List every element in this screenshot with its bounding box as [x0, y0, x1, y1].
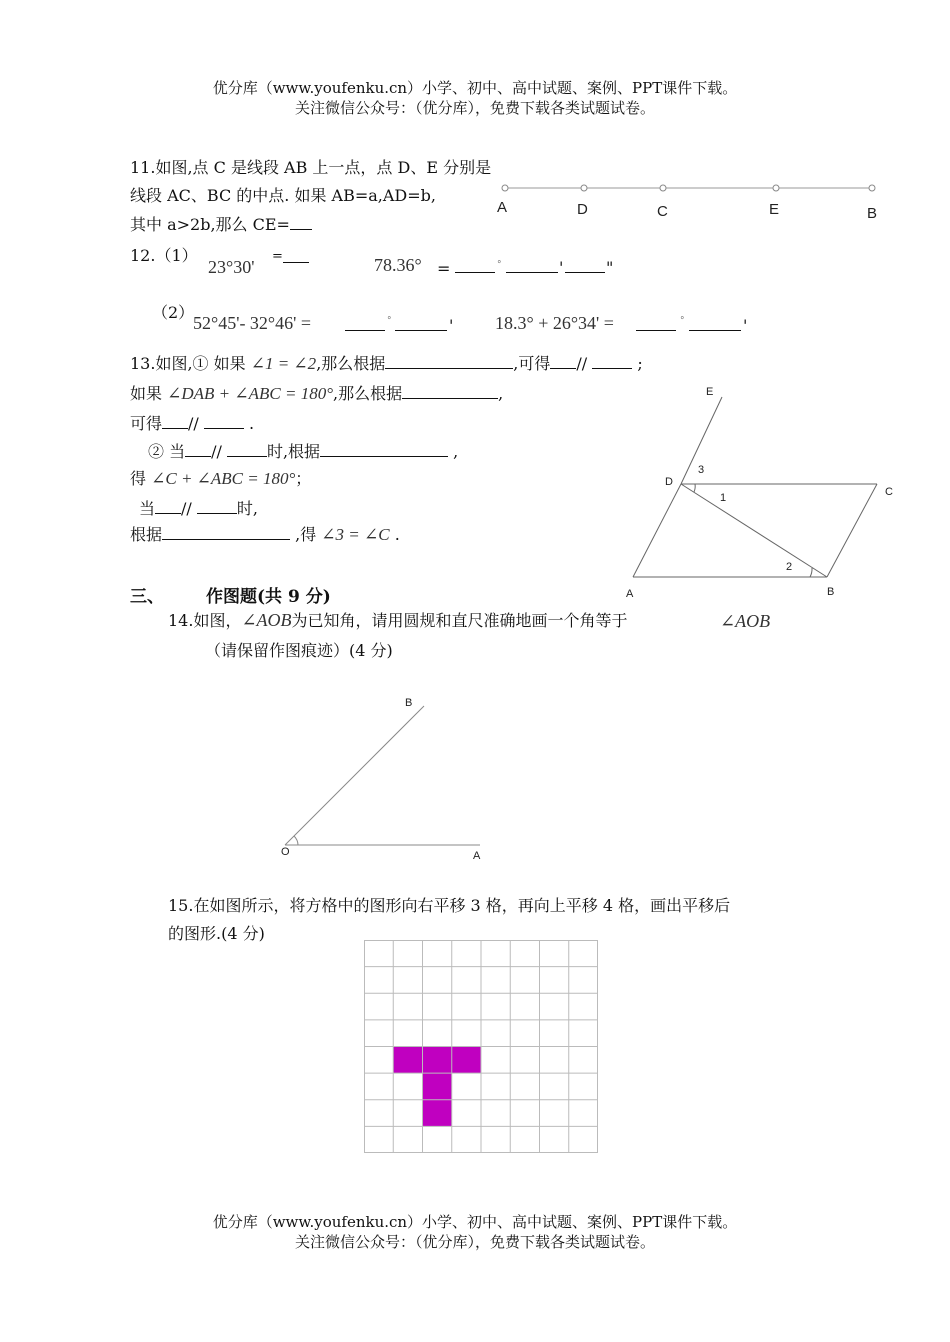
ray-ob	[285, 706, 424, 845]
q13-l3-text-a: 可得	[130, 414, 163, 433]
q13-label-e: E	[706, 386, 714, 398]
q13-l4-text-c: 时,根据	[266, 442, 321, 461]
q13-label-d: D	[665, 476, 673, 488]
q14-label-a: A	[473, 850, 481, 862]
q12-deg-mark: °	[497, 260, 502, 270]
q14-label-b: B	[405, 697, 413, 709]
q13-label-angle-3: 3	[698, 464, 705, 476]
q11-line-1: 11.如图,点 C 是线段 AB 上一点，点 D、E 分别是	[130, 158, 492, 177]
q13-l5-end: ；	[295, 469, 312, 488]
q11-label-e: E	[769, 201, 780, 218]
q14-text-a: 14.如图，	[168, 611, 242, 630]
q13-l7-text-b: ,得	[295, 525, 317, 544]
q12-label-1: 12.（1）	[130, 246, 198, 265]
q13-label-a: A	[626, 588, 634, 600]
q13-l5-math: ∠C + ∠ABC = 180°	[151, 469, 296, 488]
header-line-1: 优分库（www.youfenku.cn）小学、初中、高中试题、案例、PPT课件下载。	[212, 79, 738, 97]
q13-l5-text-a: 得	[130, 469, 147, 488]
filled-cell	[423, 1073, 452, 1100]
q15-line-2: 的图形.(4 分)	[168, 924, 265, 943]
q14-label-o: O	[281, 846, 290, 858]
q13-l4-end: ,	[453, 442, 459, 461]
q13-l1-text-c: ,可得	[513, 354, 551, 373]
q12-min-mark-3: '	[449, 316, 454, 335]
q12-label-2: （2）	[152, 303, 195, 322]
q11-label-d: D	[577, 201, 588, 218]
q14-math-1: ∠AOB	[241, 610, 292, 630]
q12-sec-mark: "	[606, 258, 614, 277]
filled-cell	[423, 1047, 452, 1074]
q13-l3-end: .	[248, 414, 255, 433]
q13-l6-end: 时,	[236, 499, 258, 518]
q13-l4-text-a: ② 当	[148, 442, 186, 461]
q12-expr-4: 18.3° + 26°34' =	[495, 313, 614, 333]
section-number: 三、	[130, 587, 164, 607]
q13-l4-parallel: //	[211, 442, 222, 461]
q13-l1-text-a: 13.如图,① 如果	[130, 354, 246, 373]
q14-line-2: （请保留作图痕迹）(4 分)	[205, 641, 393, 660]
q13-label-b: B	[827, 586, 835, 598]
q12-min-mark-4: '	[743, 316, 748, 335]
q15-line-1: 15.在如图所示，将方格中的图形向右平移 3 格，再向上平移 4 格，画出平移后	[168, 896, 731, 915]
q11-line-3-text: 其中 a>2b,那么 CE=	[130, 215, 290, 234]
q12-eq-2: =	[437, 259, 451, 278]
footer-line-1: 优分库（www.youfenku.cn）小学、初中、高中试题、案例、PPT课件下载。	[212, 1213, 738, 1231]
q13-l2-text-a: 如果	[130, 384, 163, 403]
q11-label-b: B	[867, 205, 878, 222]
q13-label-c: C	[885, 486, 893, 498]
q11-line-2: 线段 AC、BC 的中点. 如果 AB=a,AD=b,	[130, 186, 436, 205]
q13-l7-end: .	[394, 525, 400, 544]
q13-l1-math: ∠1 = ∠2	[250, 354, 317, 373]
footer-line-2: 关注微信公众号：（优分库），免费下载各类试题试卷。	[294, 1233, 655, 1251]
q13-l2-math: ∠DAB + ∠ABC = 180°	[167, 384, 333, 403]
q12-expr-1: 23°30'	[208, 257, 255, 277]
q13-l2-text-b: ,那么根据	[333, 384, 403, 403]
q12-min-mark: '	[559, 258, 564, 277]
q13-l3-parallel: //	[188, 414, 199, 433]
q12-deg-mark-4: °	[680, 316, 685, 326]
q13-l6-text-a: 当	[139, 499, 156, 518]
q13-label-angle-1: 1	[720, 492, 727, 504]
q14-text-b: 为已知角，请用圆规和直尺准确地画一个角等于	[291, 611, 628, 630]
q13-label-angle-2: 2	[786, 561, 793, 573]
q11-label-a: A	[497, 199, 508, 216]
q15-grid	[364, 940, 598, 1153]
q13-l2-end: ,	[498, 384, 504, 403]
q11-label-c: C	[657, 203, 668, 220]
filled-cell	[423, 1100, 452, 1127]
q12-expr-2: 78.36°	[374, 255, 422, 275]
angle-aob-arc	[294, 836, 298, 845]
section-title: 作图题(共 9 分)	[206, 587, 331, 607]
q14-math-2: ∠AOB	[720, 611, 771, 631]
q13-l7-math: ∠3 = ∠C	[321, 525, 390, 544]
filled-cell	[393, 1047, 422, 1074]
filled-cell	[452, 1047, 481, 1074]
q13-l1-end: ;	[637, 354, 643, 373]
q13-l1-text-b: ,那么根据	[316, 354, 386, 373]
q13-l7-text-a: 根据	[130, 525, 163, 544]
q13-l1-parallel: //	[576, 354, 588, 373]
q13-l6-parallel: //	[181, 499, 192, 518]
q12-expr-3: 52°45'- 32°46' =	[193, 313, 312, 333]
q12-eq-1: =	[272, 249, 283, 264]
q12-deg-mark-3: °	[387, 316, 392, 326]
header-line-2: 关注微信公众号：（优分库），免费下载各类试题试卷。	[294, 99, 655, 117]
